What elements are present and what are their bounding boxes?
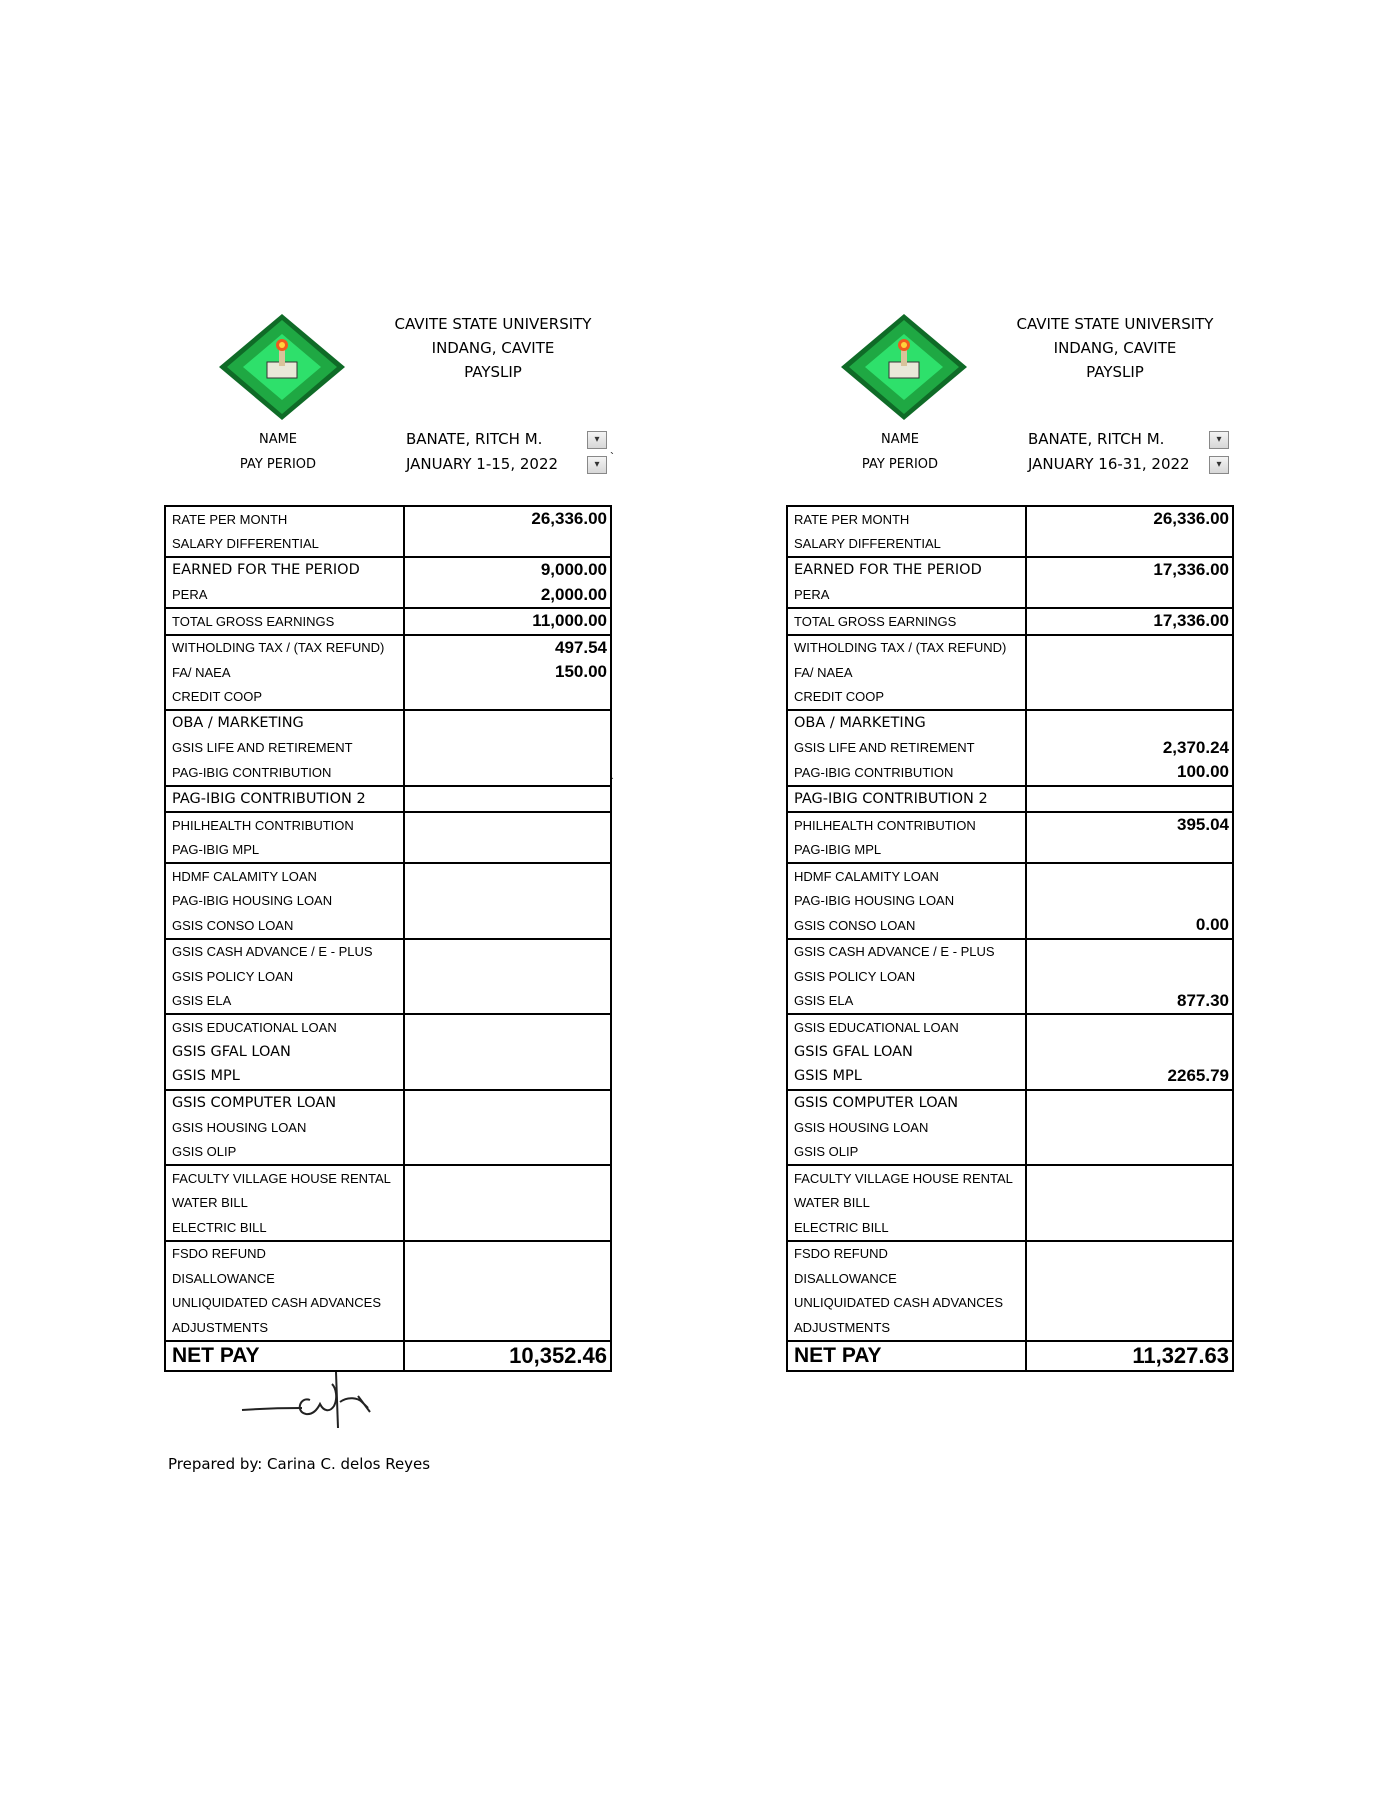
row-value	[1026, 889, 1233, 914]
row-value	[404, 736, 611, 761]
row-value	[1026, 1165, 1233, 1191]
employee-name: BANATE, RITCH M.	[1028, 430, 1165, 448]
table-row	[787, 608, 1233, 635]
row-value	[1026, 786, 1233, 813]
row-label: GSIS CONSO LOAN	[165, 913, 404, 939]
net-pay-label: NET PAY	[165, 1341, 404, 1371]
row-label: GSIS MPL	[165, 1064, 404, 1090]
filter-dropdown-icon[interactable]: ▾	[587, 456, 607, 474]
table-row	[787, 685, 1233, 711]
row-label: GSIS POLICY LOAN	[787, 964, 1026, 989]
row-value	[1026, 583, 1233, 609]
university-name: CAVITE STATE UNIVERSITY	[1016, 315, 1214, 333]
row-value	[1026, 1191, 1233, 1216]
table-row	[165, 913, 611, 939]
row-label: PAG-IBIG MPL	[787, 838, 1026, 864]
row-value	[404, 1090, 611, 1116]
row-label: ELECTRIC BILL	[165, 1215, 404, 1241]
row-label: GSIS OLIP	[165, 1140, 404, 1166]
table-row	[165, 635, 611, 661]
row-label: ELECTRIC BILL	[787, 1215, 1026, 1241]
table-row	[165, 964, 611, 989]
row-value	[404, 939, 611, 965]
table-row	[165, 710, 611, 736]
row-label: PAG-IBIG HOUSING LOAN	[787, 889, 1026, 914]
table-row	[787, 557, 1233, 583]
row-label: GSIS EDUCATIONAL LOAN	[787, 1014, 1026, 1040]
row-value: 2,370.24	[1026, 736, 1233, 761]
row-value	[404, 760, 611, 786]
row-value	[1026, 635, 1233, 661]
row-label: PHILHEALTH CONTRIBUTION	[787, 812, 1026, 838]
table-row	[165, 1215, 611, 1241]
row-label: DISALLOWANCE	[787, 1266, 1026, 1291]
table-row	[165, 812, 611, 838]
row-label: PERA	[165, 583, 404, 609]
table-row	[165, 1064, 611, 1090]
row-label: EARNED FOR THE PERIOD	[165, 557, 404, 583]
row-value	[1026, 939, 1233, 965]
row-value: 26,336.00	[404, 506, 611, 532]
filter-dropdown-icon[interactable]: ▾	[587, 431, 607, 449]
table-row	[787, 1014, 1233, 1040]
table-row	[787, 1064, 1233, 1090]
pay-period-label: PAY PERIOD	[239, 457, 317, 472]
row-label: GSIS COMPUTER LOAN	[165, 1090, 404, 1116]
row-label: SALARY DIFFERENTIAL	[165, 532, 404, 558]
university-location: INDANG, CAVITE	[431, 339, 555, 357]
slip-header	[378, 312, 608, 384]
table-row	[165, 1291, 611, 1316]
row-value	[404, 1014, 611, 1040]
table-row	[165, 760, 611, 786]
table-row	[787, 1165, 1233, 1191]
table-row	[165, 863, 611, 889]
filter-dropdown-icon[interactable]: ▾	[1209, 456, 1229, 474]
table-row	[787, 812, 1233, 838]
table-row	[787, 913, 1233, 939]
table-row	[165, 1241, 611, 1267]
net-pay-label: NET PAY	[787, 1341, 1026, 1371]
table-row	[787, 939, 1233, 965]
row-label: GSIS POLICY LOAN	[165, 964, 404, 989]
table-row	[165, 583, 611, 609]
row-value	[1026, 863, 1233, 889]
stray-mark: `	[610, 775, 614, 789]
row-label: FACULTY VILLAGE HOUSE RENTAL	[165, 1165, 404, 1191]
row-value: 17,336.00	[1026, 608, 1233, 635]
row-value	[1026, 685, 1233, 711]
row-value	[404, 710, 611, 736]
row-value	[1026, 660, 1233, 685]
row-value	[1026, 532, 1233, 558]
row-value	[404, 1115, 611, 1140]
row-value	[404, 1040, 611, 1065]
table-row	[165, 1014, 611, 1040]
row-label: WITHOLDING TAX / (TAX REFUND)	[165, 635, 404, 661]
row-label: PAG-IBIG CONTRIBUTION	[787, 760, 1026, 786]
row-label: GSIS MPL	[787, 1064, 1026, 1090]
row-label: WATER BILL	[787, 1191, 1026, 1216]
row-label: GSIS CASH ADVANCE / E - PLUS	[165, 939, 404, 965]
row-value	[1026, 1315, 1233, 1341]
row-label: WITHOLDING TAX / (TAX REFUND)	[787, 635, 1026, 661]
row-label: GSIS CONSO LOAN	[787, 913, 1026, 939]
table-row	[787, 1241, 1233, 1267]
table-row	[165, 1040, 611, 1065]
pay-period-value: JANUARY 16-31, 2022	[1028, 455, 1190, 473]
row-value	[404, 1165, 611, 1191]
row-value	[404, 1191, 611, 1216]
table-row	[787, 532, 1233, 558]
row-label: PAG-IBIG CONTRIBUTION 2	[165, 786, 404, 813]
row-value: 0.00	[1026, 913, 1233, 939]
slip-header	[1000, 312, 1230, 384]
table-row	[165, 1140, 611, 1166]
row-label: GSIS COMPUTER LOAN	[787, 1090, 1026, 1116]
table-row	[787, 1115, 1233, 1140]
table-row	[787, 889, 1233, 914]
row-label: ADJUSTMENTS	[165, 1315, 404, 1341]
row-value	[404, 838, 611, 864]
row-value	[404, 889, 611, 914]
row-label: GSIS ELA	[165, 989, 404, 1015]
table-row	[165, 1115, 611, 1140]
table-row	[165, 939, 611, 965]
row-value	[404, 989, 611, 1015]
row-label: PERA	[787, 583, 1026, 609]
net-pay-row	[165, 1341, 611, 1371]
row-label: GSIS LIFE AND RETIREMENT	[787, 736, 1026, 761]
row-label: RATE PER MONTH	[787, 506, 1026, 532]
row-value	[1026, 1266, 1233, 1291]
name-label: NAME	[880, 432, 920, 447]
table-row	[787, 506, 1233, 532]
pay-period-label: PAY PERIOD	[861, 457, 939, 472]
row-value: 11,000.00	[404, 608, 611, 635]
row-label: OBA / MARKETING	[787, 710, 1026, 736]
row-value: 2,000.00	[404, 583, 611, 609]
table-row	[787, 760, 1233, 786]
row-value	[1026, 838, 1233, 864]
row-value: 150.00	[404, 660, 611, 685]
row-label: GSIS CASH ADVANCE / E - PLUS	[787, 939, 1026, 965]
table-row	[787, 1140, 1233, 1166]
table-row	[165, 685, 611, 711]
row-label: GSIS ELA	[787, 989, 1026, 1015]
row-value	[404, 1140, 611, 1166]
row-value	[1026, 1040, 1233, 1065]
row-value	[404, 812, 611, 838]
table-row	[165, 786, 611, 813]
prepared-by: Prepared by: Carina C. delos Reyes	[168, 1455, 431, 1473]
row-value: 100.00	[1026, 760, 1233, 786]
row-label: TOTAL GROSS EARNINGS	[787, 608, 1026, 635]
table-row	[165, 660, 611, 685]
row-label: GSIS HOUSING LOAN	[787, 1115, 1026, 1140]
table-row	[165, 889, 611, 914]
document-title: PAYSLIP	[464, 363, 522, 381]
row-value	[1026, 1090, 1233, 1116]
university-location: INDANG, CAVITE	[1053, 339, 1177, 357]
table-row	[787, 635, 1233, 661]
row-label: UNLIQUIDATED CASH ADVANCES	[787, 1291, 1026, 1316]
net-pay-row	[787, 1341, 1233, 1371]
table-row	[165, 506, 611, 532]
table-row	[165, 557, 611, 583]
row-label: FSDO REFUND	[165, 1241, 404, 1267]
row-label: FACULTY VILLAGE HOUSE RENTAL	[787, 1165, 1026, 1191]
row-value	[1026, 1014, 1233, 1040]
table-row	[787, 989, 1233, 1015]
row-value	[404, 1064, 611, 1090]
payslip-table	[164, 505, 612, 1372]
row-value	[1026, 1140, 1233, 1166]
row-label: GSIS OLIP	[787, 1140, 1026, 1166]
table-row	[787, 1040, 1233, 1065]
table-row	[165, 838, 611, 864]
signature-image	[240, 1368, 390, 1438]
table-row	[165, 1165, 611, 1191]
payslip-table	[786, 505, 1234, 1372]
table-row	[165, 1090, 611, 1116]
row-label: WATER BILL	[165, 1191, 404, 1216]
row-label: GSIS EDUCATIONAL LOAN	[165, 1014, 404, 1040]
document-title: PAYSLIP	[1086, 363, 1144, 381]
table-row	[787, 838, 1233, 864]
row-value: 877.30	[1026, 989, 1233, 1015]
net-pay-value: 11,327.63	[1026, 1341, 1233, 1371]
row-label: RATE PER MONTH	[165, 506, 404, 532]
row-label: SALARY DIFFERENTIAL	[787, 532, 1026, 558]
row-label: OBA / MARKETING	[165, 710, 404, 736]
table-row	[787, 1215, 1233, 1241]
row-label: GSIS GFAL LOAN	[787, 1040, 1026, 1065]
row-label: HDMF CALAMITY LOAN	[165, 863, 404, 889]
row-label: FSDO REFUND	[787, 1241, 1026, 1267]
row-label: ADJUSTMENTS	[787, 1315, 1026, 1341]
table-row	[787, 583, 1233, 609]
row-value	[404, 1315, 611, 1341]
university-name: CAVITE STATE UNIVERSITY	[394, 315, 592, 333]
row-value	[1026, 1291, 1233, 1316]
table-row	[165, 532, 611, 558]
row-value	[1026, 964, 1233, 989]
row-value	[404, 786, 611, 813]
row-value	[404, 863, 611, 889]
table-row	[165, 1315, 611, 1341]
row-value	[404, 532, 611, 558]
row-label: FA/ NAEA	[787, 660, 1026, 685]
table-row	[165, 989, 611, 1015]
table-row	[787, 736, 1233, 761]
row-label: UNLIQUIDATED CASH ADVANCES	[165, 1291, 404, 1316]
row-value	[404, 1241, 611, 1267]
table-row	[165, 608, 611, 635]
table-row	[787, 863, 1233, 889]
row-value: 2265.79	[1026, 1064, 1233, 1090]
row-label: FA/ NAEA	[165, 660, 404, 685]
row-value	[1026, 1215, 1233, 1241]
table-row	[787, 710, 1233, 736]
university-logo-icon	[217, 312, 347, 422]
table-row	[787, 1191, 1233, 1216]
row-value: 9,000.00	[404, 557, 611, 583]
stray-mark: `	[610, 450, 614, 464]
employee-name: BANATE, RITCH M.	[406, 430, 543, 448]
table-row	[787, 786, 1233, 813]
university-logo-icon	[839, 312, 969, 422]
row-value	[404, 1215, 611, 1241]
row-label: GSIS GFAL LOAN	[165, 1040, 404, 1065]
row-label: HDMF CALAMITY LOAN	[787, 863, 1026, 889]
table-row	[787, 1266, 1233, 1291]
table-row	[787, 964, 1233, 989]
row-label: PAG-IBIG HOUSING LOAN	[165, 889, 404, 914]
table-row	[165, 1266, 611, 1291]
row-value	[404, 964, 611, 989]
row-value	[404, 1266, 611, 1291]
row-label: DISALLOWANCE	[165, 1266, 404, 1291]
row-label: GSIS LIFE AND RETIREMENT	[165, 736, 404, 761]
filter-dropdown-icon[interactable]: ▾	[1209, 431, 1229, 449]
row-value	[1026, 1241, 1233, 1267]
row-value	[404, 685, 611, 711]
row-label: PAG-IBIG MPL	[165, 838, 404, 864]
row-label: GSIS HOUSING LOAN	[165, 1115, 404, 1140]
row-value: 395.04	[1026, 812, 1233, 838]
table-row	[165, 736, 611, 761]
row-label: CREDIT COOP	[165, 685, 404, 711]
row-value	[1026, 710, 1233, 736]
table-row	[787, 660, 1233, 685]
row-value: 17,336.00	[1026, 557, 1233, 583]
row-value	[404, 1291, 611, 1316]
row-label: PHILHEALTH CONTRIBUTION	[165, 812, 404, 838]
table-row	[787, 1090, 1233, 1116]
pay-period-value: JANUARY 1-15, 2022	[406, 455, 559, 473]
row-label: CREDIT COOP	[787, 685, 1026, 711]
row-label: EARNED FOR THE PERIOD	[787, 557, 1026, 583]
table-row	[165, 1191, 611, 1216]
table-row	[787, 1315, 1233, 1341]
row-value	[1026, 1115, 1233, 1140]
row-label: PAG-IBIG CONTRIBUTION	[165, 760, 404, 786]
row-value: 26,336.00	[1026, 506, 1233, 532]
row-value	[404, 913, 611, 939]
row-label: PAG-IBIG CONTRIBUTION 2	[787, 786, 1026, 813]
net-pay-value: 10,352.46	[404, 1341, 611, 1371]
row-value: 497.54	[404, 635, 611, 661]
name-label: NAME	[258, 432, 298, 447]
row-label: TOTAL GROSS EARNINGS	[165, 608, 404, 635]
table-row	[787, 1291, 1233, 1316]
